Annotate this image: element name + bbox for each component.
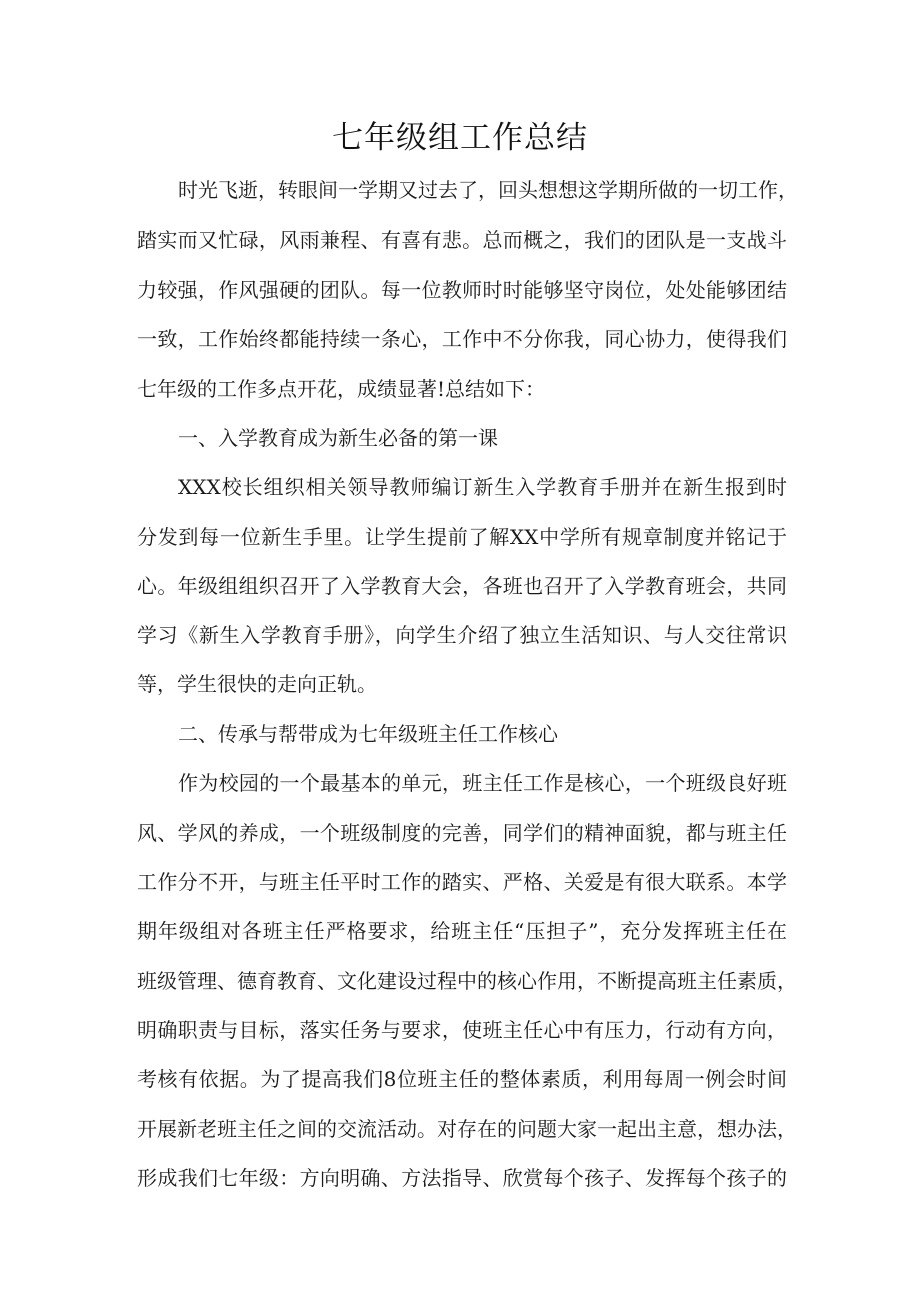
paragraph-line: 工作分不开，与班主任平时工作的踏实、严格、关爱是有很大联系。本学	[137, 870, 787, 894]
paragraph-line: 考核有依据。为了提高我们8位班主任的整体素质，利用每周一例会时间	[137, 1067, 787, 1091]
paragraph-line: 形成我们七年级：方向明确、方法指导、欣赏每个孩子、发挥每个孩子的	[137, 1166, 787, 1190]
paragraph-line: 分发到每一位新生手里。让学生提前了解XX中学所有规章制度并铭记于	[137, 525, 787, 549]
paragraph-line: 作为校园的一个最基本的单元，班主任工作是核心，一个班级良好班	[178, 771, 787, 795]
paragraph-line: 风、学风的养成，一个班级制度的完善，同学们的精神面貌，都与班主任	[137, 821, 787, 845]
paragraph-line: 等，学生很快的走向正轨。	[137, 672, 377, 696]
paragraph-line: 力较强，作风强硬的团队。每一位教师时时能够坚守岗位，处处能够团结	[137, 278, 787, 302]
paragraph-line: 开展新老班主任之间的交流活动。对存在的问题大家一起出主意，想办法，	[137, 1117, 797, 1141]
document-title: 七年级组工作总结	[332, 120, 588, 156]
paragraph-line: 期年级组对各班主任严格要求，给班主任“压担子”，充分发挥班主任在	[137, 919, 787, 943]
paragraph-line: 时光飞逝，转眼间一学期又过去了，回头想想这学期所做的一切工作，	[178, 178, 798, 202]
section-heading: 二、传承与帮带成为七年级班主任工作核心	[178, 722, 558, 746]
section-heading: 一、入学教育成为新生必备的第一课	[178, 426, 498, 450]
paragraph-line: 班级管理、德育教育、文化建设过程中的核心作用，不断提高班主任素质，	[137, 969, 797, 993]
paragraph-line: 心。年级组组织召开了入学教育大会，各班也召开了入学教育班会，共同	[137, 574, 787, 598]
paragraph-line: 踏实而又忙碌，风雨兼程、有喜有悲。总而概之，我们的团队是一支战斗	[137, 228, 787, 252]
paragraph-line: 七年级的工作多点开花，成绩显著!总结如下：	[137, 377, 546, 401]
paragraph-line: XXX校长组织相关领导教师编订新生入学教育手册并在新生报到时	[178, 475, 787, 499]
paragraph-line: 明确职责与目标，落实任务与要求，使班主任心中有压力，行动有方向，	[137, 1018, 787, 1042]
paragraph-line: 学习《新生入学教育手册》，向学生介绍了独立生活知识、与人交往常识	[137, 623, 787, 647]
paragraph-line: 一致，工作始终都能持续一条心，工作中不分你我，同心协力，使得我们	[137, 327, 787, 351]
